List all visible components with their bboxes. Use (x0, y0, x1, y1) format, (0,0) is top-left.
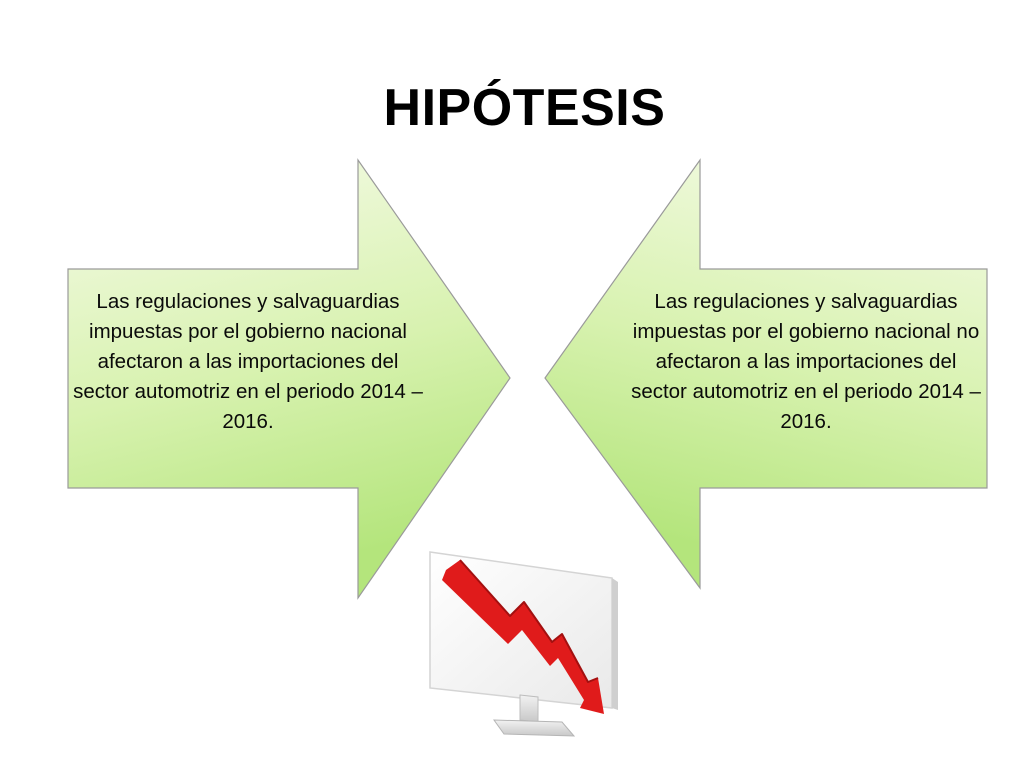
hypothesis-text-affirmative: Las regulaciones y salvaguardias impuestas por el gobierno nacional afectaron a las importaciones del sector automotriz en el periodo 2014 – 2016. (73, 290, 423, 433)
monitor-neck (520, 695, 538, 722)
slide-title: HIPÓTESIS (383, 79, 666, 137)
monitor-screen-edge (612, 578, 618, 710)
declining-chart-monitor-icon (412, 530, 634, 752)
monitor-base (494, 720, 574, 736)
hypothesis-text-negative: Las regulaciones y salvaguardias impuestas por el gobierno nacional no afectaron a las importaciones del sector automotriz en el periodo 2014 – 2016. (631, 290, 981, 433)
